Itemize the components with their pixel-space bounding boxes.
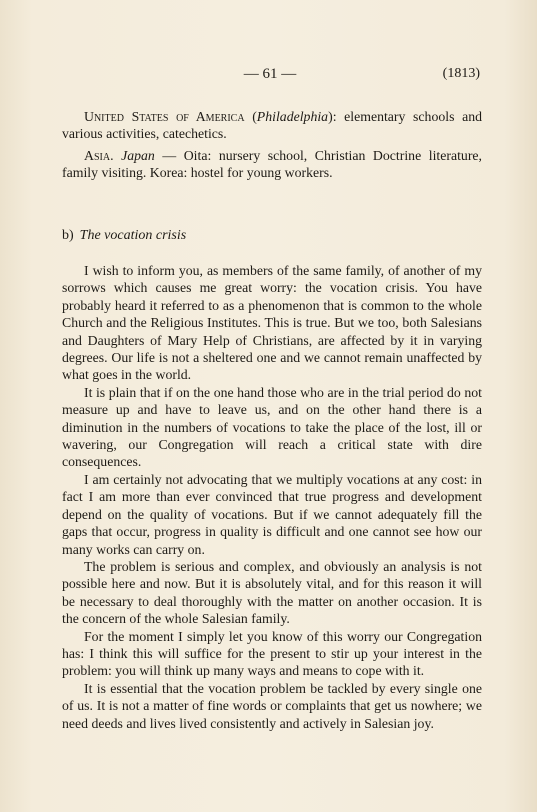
paragraph-2: It is plain that if on the one hand those who are in the trial period do not measure up and have to leave us, and on the other hand there is a diminution in the numbers of vocations to take the place of the lost, ill or wavering, our Congregation will reach a critical state with dire consequences. xyxy=(62,384,482,470)
paragraph-5: For the moment I simply let you know of this worry our Congregation has: I think this will suffice for the present to stir up your interest in the problem: you will think up many ways and means to cope with it. xyxy=(62,628,482,679)
section-title: The vocation crisis xyxy=(79,228,187,243)
paragraph-4: The problem is serious and complex, and obviously an analysis is not possible here and now. But it is absolutely vital, and for this reason it will be necessary to deal thoroughly with the matter on another occasion. It is the concern of the whole Salesian family. xyxy=(62,558,482,627)
usa-entry xyxy=(62,108,482,143)
section-heading xyxy=(62,228,186,244)
asia-text: — Oita: nursery school, Christian Doctrine literature, family visiting. Korea: hostel for young workers. xyxy=(62,148,482,181)
page-header xyxy=(60,66,480,88)
asia-entry xyxy=(62,147,482,182)
page-number: — 61 — xyxy=(243,66,297,82)
body-text xyxy=(62,262,482,732)
usa-paragraph: United States of America (Philadelphia): elementary schools and various activities, catechetics. xyxy=(62,109,482,142)
asia-paragraph xyxy=(62,147,482,182)
paragraph-1: I wish to inform you, as members of the same family, of another of my sorrows which causes me great worry: the vocation crisis. You have probably heard it referred to as a phenomenon that is common to the whole Church and the Religious Institutes. This is true. But we too, both Salesians and Daughters of Mary Help of Christians, are affected by it in varying degrees. Our life is not a sheltered one and we cannot remain unaffected by what goes in the world. xyxy=(62,263,482,383)
paragraph-6: It is essential that the vocation problem be tackled by every single one of us. It is not a matter of fine words or complaints that get us nowhere; we need deeds and lives lived consistently and actively in Salesian joy. xyxy=(62,680,482,731)
document-number: (1813) xyxy=(442,66,480,81)
section-letter: b) xyxy=(62,228,74,243)
paragraph-3: I am certainly not advocating that we multiply vocations at any cost: in fact I am more than ever convinced that true progress and development depend on the quality of vocations. But if we cannot adequately fill the gaps that occur, progress in quality is difficult and one cannot see how our many works can carry on. xyxy=(62,471,482,557)
usa-city: Philadelphia xyxy=(256,109,329,124)
asia-country: Japan xyxy=(121,148,155,163)
usa-text: : elementary schools and various activities, catechetics. xyxy=(62,109,482,142)
asia-region: Asia. xyxy=(84,148,114,163)
usa-country: United States of America xyxy=(84,109,245,124)
